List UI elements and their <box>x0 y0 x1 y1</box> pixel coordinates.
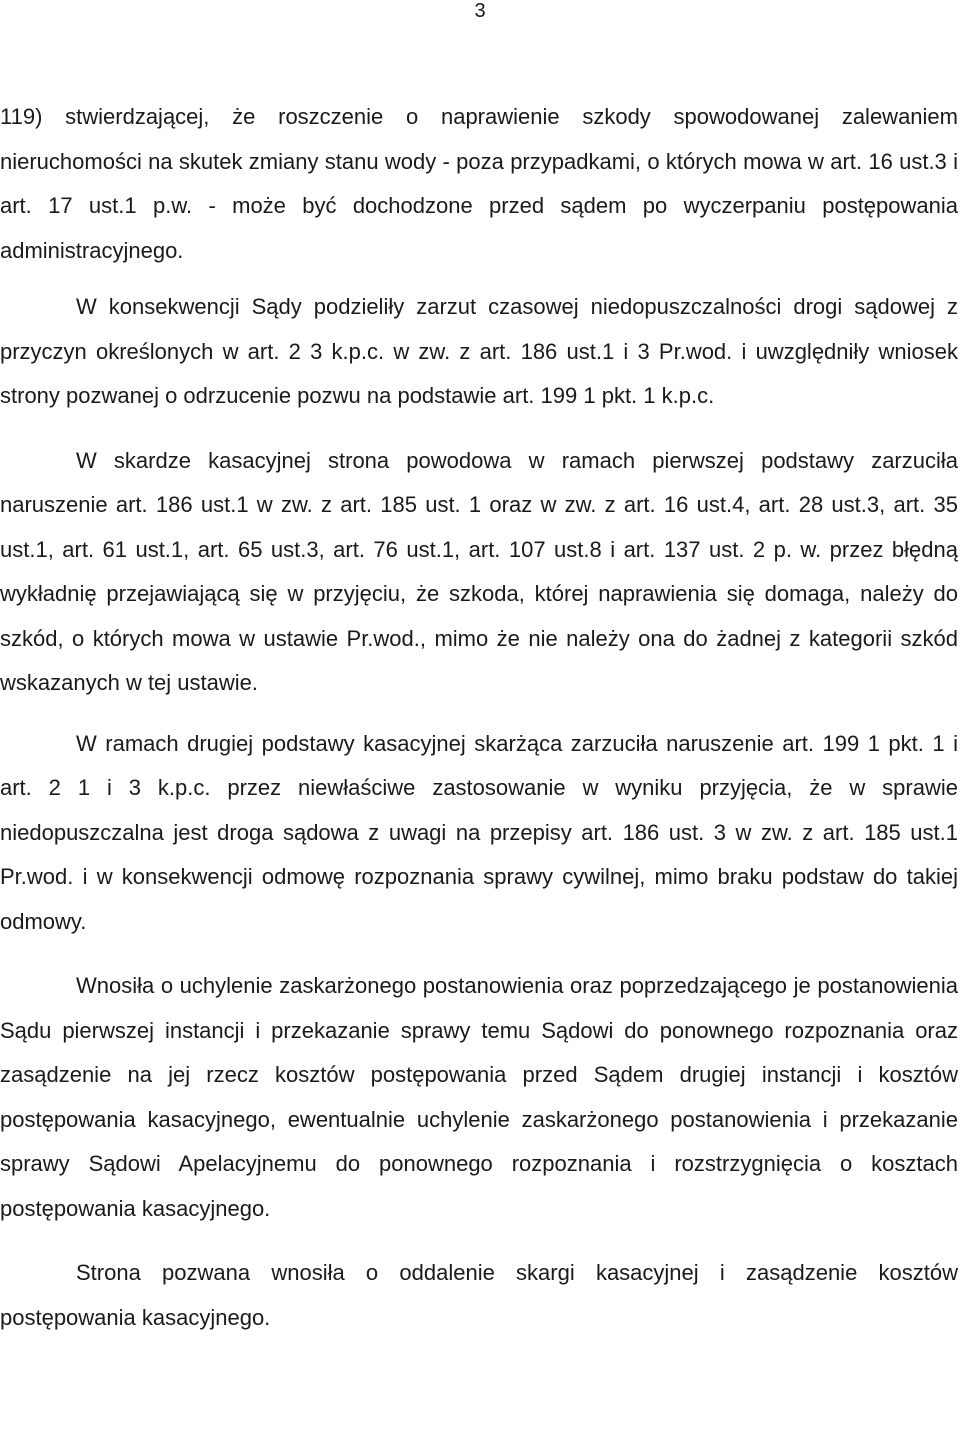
paragraph-first-ground: W skardze kasacyjnej strona powodowa w ramach pierwszej podstawy zarzuciła naruszenie art. 186 ust.1 w zw. z art. 185 ust. 1 oraz w zw. z art. 16 ust.4, art. 28 ust.3, art. 35 ust.1, art. 61 ust.1, art. 65 ust.3, art. 76 ust.1, art. 107 ust.8 i art. 137 ust. 2 p. w. przez błędną wykładnię przejawiającą się w przyjęciu, że szkoda, której naprawienia się domaga, należy do szkód, o których mowa w ustawie Pr.wod., mimo że nie należy ona do żadnej z kategorii szkód wskazanych w tej ustawie. <box>0 447 958 695</box>
paragraph-respondent: Strona pozwana wnosiła o oddalenie skargi kasacyjnej i zasądzenie kosztów postępowania kasacyjnego. <box>0 1260 958 1330</box>
paragraph-continuation: 119) stwierdzającej, że roszczenie o naprawienie szkody spowodowanej zalewaniem nieruchomości na skutek zmiany stanu wody - poza przypadkami, o których mowa w art. 16 ust.3 i art. 17 ust.1 p.w. - może być dochodzone przed sądem po wyczerpaniu postępowania administracyjnego. <box>0 104 958 263</box>
paragraph-consequences: W konsekwencji Sądy podzieliły zarzut czasowej niedopuszczalności drogi sądowej z przyczyn określonych w art. 2 3 k.p.c. w zw. z art. 186 ust.1 i 3 Pr.wod. i uwzględniły wniosek strony pozwanej o odrzucenie pozwu na podstawie art. 199 1 pkt. 1 k.p.c. <box>0 294 958 408</box>
document-body <box>0 95 958 1340</box>
paragraph-motion: Wnosiła o uchylenie zaskarżonego postanowienia oraz poprzedzającego je postanowienia Sądu pierwszej instancji i przekazanie sprawy temu Sądowi do ponownego rozpoznania oraz zasądzenie na jej rzecz kosztów postępowania przed Sądem drugiej instancji i kosztów postępowania kasacyjnego, ewentualnie uchylenie zaskarżonego postanowienia i przekazanie sprawy Sądowi Apelacyjnemu do ponownego rozpoznania i rozstrzygnięcia o kosztach postępowania kasacyjnego. <box>0 973 958 1221</box>
page-number: 3 <box>474 0 486 22</box>
paragraph-second-ground: W ramach drugiej podstawy kasacyjnej skarżąca zarzuciła naruszenie art. 199 1 pkt. 1 i art. 2 1 i 3 k.p.c. przez niewłaściwe zastosowanie w wyniku przyjęcia, że w sprawie niedopuszczalna jest droga sądowa z uwagi na przepisy art. 186 ust. 3 w zw. z art. 185 ust.1 Pr.wod. i w konsekwencji odmowę rozpoznania sprawy cywilnej, mimo braku podstaw do takiej odmowy. <box>0 730 958 934</box>
